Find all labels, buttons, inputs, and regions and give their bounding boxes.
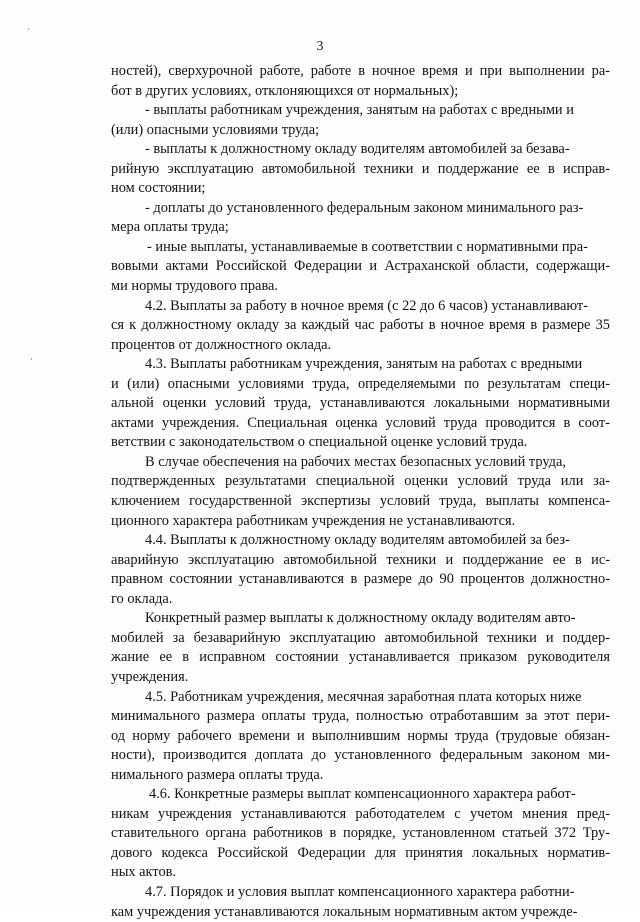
text-line: ционного характера работникам учреждения не устанавливаются. (111, 512, 516, 529)
paragraph (111, 531, 610, 551)
text-line: ветствии с законодательством о специальной оценке условий труда. (111, 434, 528, 451)
text-line: жание ее в исправном состоянии устанавливается приказом руководителя (111, 649, 610, 666)
text-line: нимального размера оплаты труда. (111, 766, 324, 783)
paragraph (111, 609, 610, 629)
paragraph (111, 355, 610, 375)
text-line: 4.4. Выплаты к должностному окладу водителям автомобилей за без- (145, 532, 570, 549)
paragraph (111, 805, 610, 883)
text-line: вовыми актами Российской Федерации и Астраханской области, содержащи- (111, 258, 610, 275)
text-line: Конкретный размер выплаты к должностному окладу водителям авто- (145, 610, 576, 627)
paragraph (111, 140, 610, 160)
text-line: - выплаты работникам учреждения, занятым на работах с вредными и (145, 102, 574, 119)
text-line: ми нормы трудового права. (111, 278, 279, 295)
paragraph (111, 785, 610, 805)
text-line: 4.3. Выплаты работникам учреждения, занятым на работах с вредными (145, 356, 583, 373)
paragraph (111, 257, 610, 296)
paragraph (111, 707, 610, 785)
text-line: процентов от должностного оклада. (111, 336, 332, 353)
text-line: актами учреждения. Специальная оценка условий труда проводится в соот- (111, 414, 610, 431)
text-line: подтвержденных результатами специальной оценки условий труда или за- (111, 473, 610, 490)
paragraph (111, 238, 610, 258)
text-line: и (или) опасными условиями труда, определяемыми по результатам специ- (111, 375, 610, 392)
text-line: мобилей за безаварийную эксплуатацию автомобильной техники и поддер- (111, 629, 610, 646)
text-line: ключением государственной экспертизы условий труда, выплаты компенса- (111, 493, 610, 510)
text-line: 4.7. Порядок и условия выплат компенсационного характера работни- (145, 883, 575, 900)
paragraph (111, 883, 610, 903)
paragraph (111, 101, 610, 121)
text-line: аварийную эксплуатацию автомобильной техники и поддержание ее в ис- (111, 551, 610, 568)
paragraph (111, 316, 610, 355)
page-number: 3 (316, 39, 324, 54)
paragraph (111, 453, 610, 473)
paragraph (111, 472, 610, 531)
scan-speck: · (30, 355, 33, 365)
paragraph (111, 121, 610, 141)
text-line: ся к должностному окладу за каждый час работы в ночное время в размере 35 (111, 317, 610, 334)
text-line: никам учреждения устанавливаются работодателем с учетом мнения пред- (111, 805, 610, 822)
scan-speck: · (27, 25, 30, 35)
paragraph (111, 903, 610, 922)
text-line: го оклада. (111, 590, 173, 607)
paragraph (111, 199, 610, 219)
paragraph (111, 160, 610, 199)
paragraph (111, 688, 610, 708)
text-line: - доплаты до установленного федеральным законом минимального раз- (145, 199, 584, 216)
text-line: учреждения. (111, 668, 189, 685)
text-line: альной оценки условий труда, устанавливаются локальными нормативными (111, 395, 610, 412)
paragraph (111, 551, 610, 610)
text-line: 4.2. Выплаты за работу в ночное время (с 22 до 6 часов) устанавливают- (145, 297, 588, 314)
paragraph (111, 297, 610, 317)
text-line: - иные выплаты, устанавливаемые в соответствии с нормативными пра- (147, 238, 588, 255)
paragraph (111, 62, 610, 101)
text-line: ном состоянии; (111, 180, 206, 197)
text-line: ностей), сверхурочной работе, работе в ночное время и при выполнении ра- (111, 63, 610, 79)
paragraph (111, 218, 610, 238)
text-line: ных актов. (111, 864, 177, 881)
text-line: В случае обеспечения на рабочих местах безопасных условий труда, (145, 453, 566, 470)
text-line: (или) опасными условиями труда; (111, 121, 320, 138)
text-line: 4.6. Конкретные размеры выплат компенсационного характера работ- (149, 786, 576, 803)
text-line: од норму рабочего времени и выполнившим нормы труда (трудовые обязан- (111, 727, 610, 744)
text-line: бот в других условиях, отклоняющихся от нормальных); (111, 82, 459, 99)
paragraph (111, 629, 610, 688)
text-line: правном состоянии устанавливаются в размере до 90 процентов должностно- (111, 571, 610, 588)
document-body (111, 62, 610, 922)
text-line: мера оплаты труда; (111, 219, 229, 236)
text-line: дового кодекса Российской Федерации для принятия локальных норматив- (111, 844, 610, 861)
text-line: рийную эксплуатацию автомобильной техники и поддержание ее в исправ- (111, 160, 610, 177)
text-line: минимального размера оплаты труда, полностью отработавшим за этот пери- (111, 708, 610, 725)
text-line: 4.5. Работникам учреждения, месячная заработная плата которых ниже (145, 688, 582, 705)
text-line: ставительного органа работников в порядке, установленном статьей 372 Тру- (111, 825, 610, 842)
text-line: кам учреждения устанавливаются локальным нормативным актом учрежде- (111, 903, 578, 920)
paragraph (111, 375, 610, 453)
text-line: ности), производится доплата до установленного федеральным законом ми- (111, 747, 610, 764)
text-line: - выплаты к должностному окладу водителям автомобилей за безава- (145, 141, 570, 158)
